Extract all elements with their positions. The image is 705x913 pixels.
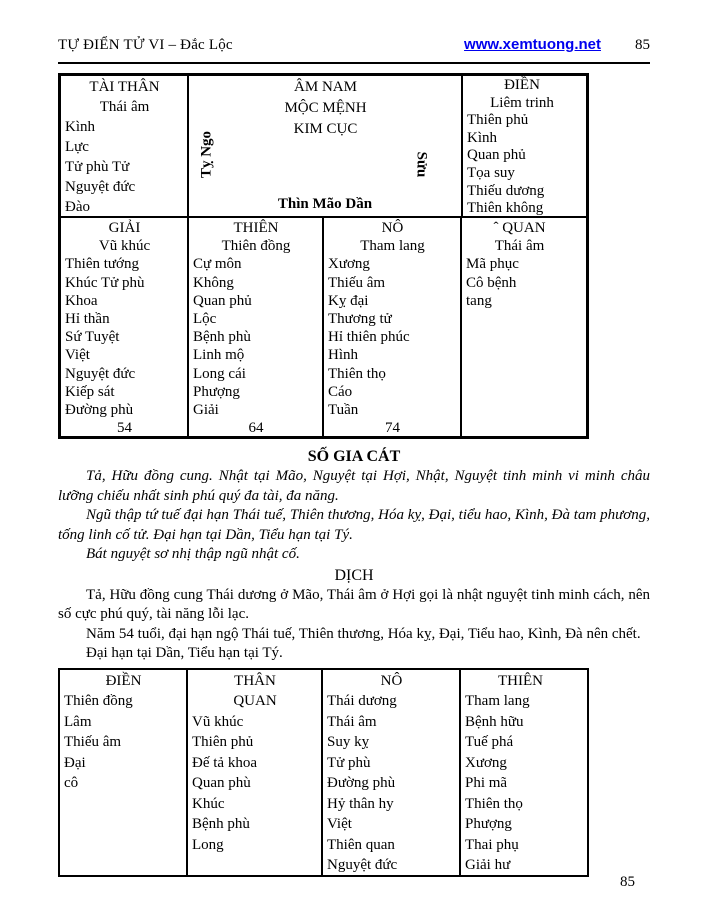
star-item: Việt [327, 816, 352, 832]
cell-title: THIÊN [498, 672, 543, 689]
cell-title: GIẢI [108, 220, 141, 236]
cell-items [65, 117, 184, 217]
star-item: Đào [65, 199, 90, 215]
star-item: Việt [65, 347, 90, 364]
top-chart-row1 [61, 76, 586, 218]
star-item: Tuế phá [465, 734, 514, 750]
cell-quan [460, 218, 576, 436]
cell-items [327, 691, 456, 876]
cell-no [322, 218, 460, 436]
cell-title: THÂN [234, 672, 276, 689]
star-item: Thiên đồng [64, 693, 133, 709]
star-item: Kình [65, 119, 95, 135]
star-item: Lộc [193, 311, 217, 328]
star-item: Phượng [465, 816, 512, 832]
star-item: Thiên thọ [465, 795, 523, 812]
star-item: Giải [193, 402, 219, 419]
cell-items [467, 112, 577, 218]
star-item: Hỉ thần [65, 311, 110, 328]
star-item: Tử phù [327, 754, 371, 771]
center-line3: KIM CỤC [293, 121, 358, 137]
star-item: Sứ Tuyệt [65, 329, 120, 346]
star-item: Đế tả khoa [192, 754, 257, 771]
paragraph: Năm 54 tuổi, đại hạn ngộ Thái tuế, Thiên thương, Hóa kỵ, Đại, Tiểu hao, Kình, Đà nên chết. [86, 625, 641, 642]
cell-title: NÔ [381, 220, 404, 236]
star-item: Thiếu dương [467, 182, 545, 199]
cell-star: Thiên đồng [221, 238, 291, 255]
branch-label-suu: Sửu [413, 151, 430, 178]
star-item: Bệnh phù [193, 329, 251, 346]
star-item: Tham lang [465, 693, 530, 709]
paragraph: Bát nguyệt sơ nhị thập ngũ nhật cố. [86, 546, 300, 562]
cell-tai-than [61, 76, 187, 216]
star-item: Tử phù Tử [65, 159, 130, 175]
website-link[interactable]: www.xemtuong.net [464, 36, 601, 53]
cell-items [192, 712, 318, 856]
star-item: Nguyệt đức [65, 365, 136, 382]
paragraph: Tả, Hữu đồng cung Thái dương ở Mão, Thái âm ở Hợi gọi là nhật nguyệt tinh minh cách, nên số cực phú quý, tài năng lỗi lạc. [58, 586, 650, 622]
star-item: Nguyệt đức [65, 179, 136, 195]
paragraph: Đại hạn tại Dần, Tiểu hạn tại Tý. [86, 645, 283, 661]
star-item: Bệnh hữu [465, 713, 524, 730]
bottom-chart-row [60, 670, 587, 875]
star-item: Quan phủ [193, 292, 252, 309]
star-item: Đại [64, 754, 86, 771]
page-content [58, 36, 650, 877]
star-item: Đường phù [327, 775, 396, 791]
star-item: Cô bệnh [466, 274, 517, 291]
star-item: Thiên không [467, 200, 544, 217]
star-item: Suy kỵ [327, 734, 370, 750]
star-item: Thiên phủ [467, 112, 529, 129]
star-item: Linh mộ [193, 347, 245, 364]
star-item: Quan phù [192, 775, 251, 791]
cell-star: Liêm trinh [490, 94, 554, 111]
cell-items [328, 255, 457, 419]
star-item: Lâm [64, 713, 92, 730]
star-item: Long cái [193, 365, 246, 382]
cell-star: Thái âm [99, 99, 150, 115]
cell-center [187, 76, 461, 216]
cell-items [64, 691, 183, 794]
star-item: tang [466, 292, 492, 309]
branch-label-bottom: Thìn Mão Dần [277, 196, 373, 212]
star-item: Thiên quan [327, 836, 395, 853]
section-heading-so-gia-cat: SỐ GIA CÁT [307, 448, 401, 465]
cell-title: NÔ [380, 672, 403, 689]
star-item: Kỵ đại [328, 292, 369, 309]
star-item: Hỷ thân hy [327, 795, 394, 812]
cell-age-number: 64 [248, 420, 264, 437]
cell-title: ĐIỀN [105, 672, 142, 689]
cell-items [465, 691, 576, 876]
cell-star: Vũ khúc [98, 238, 151, 255]
star-item: Phượng [193, 383, 240, 400]
cell-thien [187, 218, 322, 436]
star-item: Thiếu âm [64, 734, 122, 750]
cell-title: ĐIỀN [504, 77, 540, 93]
center-line2: MỘC MỆNH [284, 100, 367, 116]
star-item: Thái dương [327, 693, 397, 709]
star-item: Hình [328, 347, 358, 364]
star-item: Phi mã [465, 775, 508, 791]
star-item: Thiếu âm [328, 274, 386, 291]
top-chart-table [58, 73, 589, 439]
star-item: Tọa suy [467, 164, 515, 181]
star-item: Vũ khúc [192, 713, 244, 730]
star-item: Thiên thọ [328, 365, 386, 382]
star-item: Giải hư [465, 857, 511, 873]
branch-label-ty-ngo: Tỵ Ngo [198, 130, 215, 179]
star-item: Lực [65, 139, 89, 155]
paragraph: Ngũ thập tứ tuế đại hạn Thái tuế, Thiên thương, Hóa kỵ, Đại, tiểu hao, Kình, Đà tam phương, tống linh cố tử. Đại hạn tại Dần, Tiểu hạn tại Tý. [58, 507, 650, 543]
cell-star: Tham lang [360, 238, 425, 255]
paragraph: Tả, Hữu đồng cung. Nhật tại Mão, Nguyệt tại Hợi, Nhật, Nguyệt tinh minh vi minh châu lưỡng chiếu nhất sinh phú quý đa tài, đa năng. [58, 468, 650, 504]
star-item: Kình [467, 129, 497, 146]
star-item: Khoa [65, 292, 98, 309]
cell-age-number: 74 [385, 420, 400, 437]
star-item: Thương tử [328, 311, 392, 328]
footer-page-number: 85 [620, 874, 635, 890]
star-item: Thiên tướng [65, 256, 139, 273]
star-item: Cáo [328, 383, 353, 400]
star-item: Tuần [328, 402, 359, 419]
star-item: Nguyệt đức [327, 857, 398, 873]
star-item: Không [193, 274, 234, 291]
cell-dien [461, 76, 580, 216]
star-item: Khúc [192, 795, 225, 812]
cell-title: ˆ QUAN [493, 220, 546, 236]
star-item: Thái âm [327, 713, 377, 730]
header-rule [58, 62, 650, 64]
star-item: Xương [328, 256, 370, 273]
cell-giai [61, 218, 187, 436]
cell-no-2 [321, 670, 459, 875]
cell-title: THIÊN [233, 220, 279, 236]
cell-items [65, 255, 184, 419]
star-item: Cự môn [193, 256, 242, 273]
cell-thien-2 [459, 670, 579, 875]
star-item: Đường phù [65, 402, 134, 419]
page-header [58, 36, 650, 54]
star-item: Kiếp sát [65, 383, 115, 400]
bottom-chart-table [58, 668, 589, 877]
star-item: Bệnh phù [192, 816, 250, 832]
star-item: Xương [465, 754, 507, 771]
center-line1: ÂM NAM [294, 79, 357, 95]
cell-items [193, 255, 319, 419]
cell-title-2: QUAN [233, 693, 277, 709]
cell-star: Thái âm [494, 238, 545, 255]
star-item: Thiên phủ [192, 734, 254, 750]
cell-items [466, 255, 573, 310]
section-heading-dich: DỊCH [334, 566, 374, 584]
cell-than-quan [186, 670, 321, 875]
cell-age-number: 54 [117, 420, 132, 437]
star-item: Hỉ thiên phúc [328, 329, 410, 346]
book-title: TỰ ĐIỂN TỬ VI – Đắc Lộc [58, 37, 233, 53]
star-item: Long [192, 836, 224, 853]
header-page-number: 85 [635, 37, 650, 53]
star-item: cô [64, 775, 79, 791]
cell-dien-2 [60, 670, 186, 875]
star-item: Khúc Tử phù [65, 274, 145, 291]
star-item: Thai phụ [465, 836, 519, 853]
star-item: Mã phục [466, 256, 519, 273]
cell-title: TÀI THÂN [89, 79, 160, 95]
top-chart-row2 [61, 218, 586, 436]
star-item: Quan phủ [467, 147, 526, 164]
